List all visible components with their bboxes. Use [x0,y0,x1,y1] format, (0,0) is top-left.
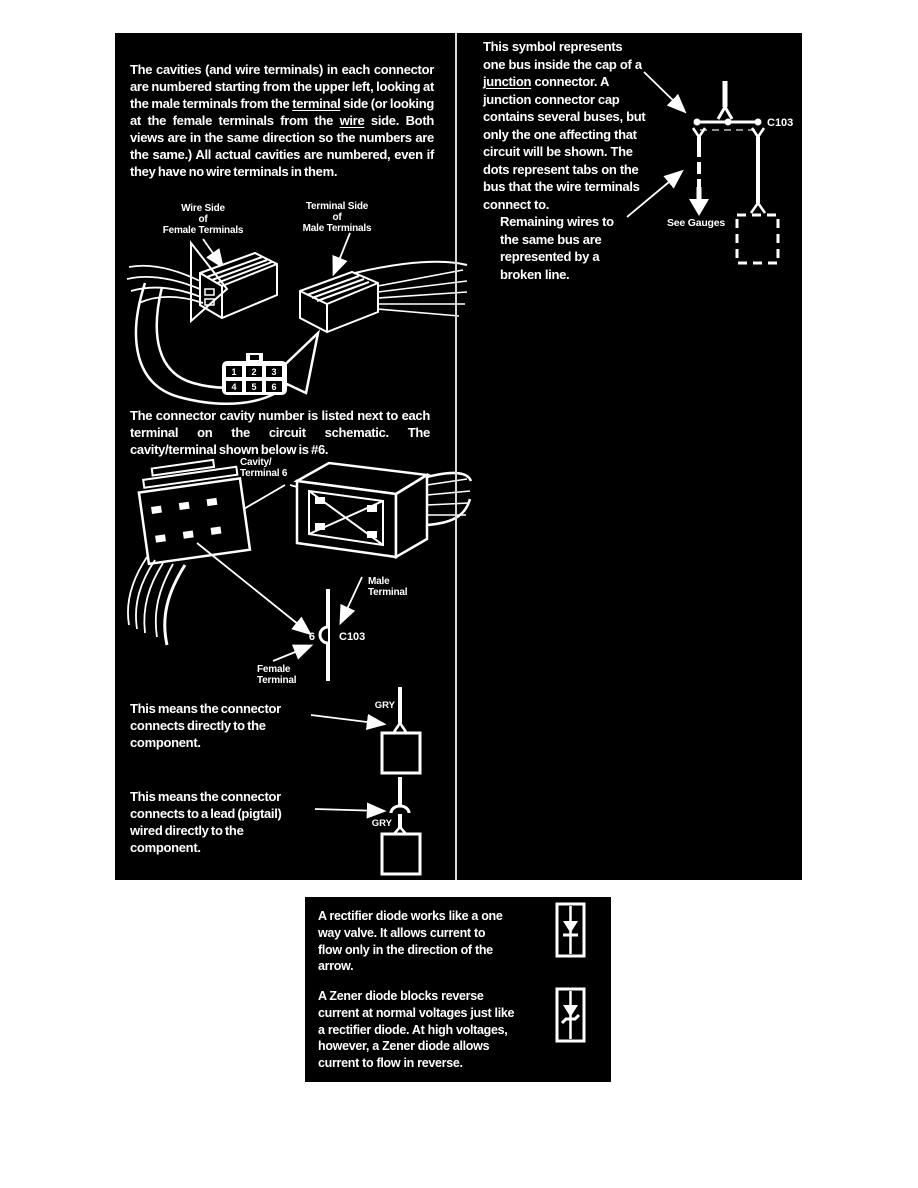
text-line: however, a Zener diode allows [318,1039,490,1054]
text-line: Female Terminals [162,225,244,236]
junction-bus-diagram [627,72,793,263]
text-line: junction connector cap [483,91,620,107]
cavity-number-4: 4 [231,382,237,392]
paragraph-direct-connection [130,700,281,751]
text-line: connects to a lead (pigtail) [130,806,282,821]
text-line: This symbol represents [483,39,623,54]
text-line: flow only in the direction of the [318,942,493,957]
text-line: represented by a [500,249,600,264]
text-line: Terminal 6 [240,468,288,479]
rectifier-diode-symbol [557,904,584,956]
cavity-number-6: 6 [271,382,277,392]
text-line: Female [257,664,291,675]
pigtail-connection-symbol [315,777,420,874]
text-line: junction connector. A [483,74,610,89]
paragraph-pigtail-connection [130,788,282,856]
text-line: Terminal Side [305,201,369,212]
text-line: contains several buses, but [483,109,646,124]
cavity-number-3: 3 [271,367,277,377]
text-line: a rectifier diode. At high voltages, [318,1022,508,1037]
paragraph-broken-line [500,213,614,283]
text-line: circuit will be shown. The [483,144,633,159]
cavity-terminal-pointer-label [240,457,287,479]
text-line: Cavity/ [240,457,272,468]
connector-id-label: C103 [339,631,366,643]
text-line: broken line. [500,266,570,282]
paragraph-junction-bus [483,38,645,213]
male-connector-box [297,463,471,557]
female-connector-drawing [127,243,277,321]
text-line: one bus inside the cap of a [483,56,642,72]
paragraph-rectifier-diode [318,908,503,975]
text-line: of [332,212,342,223]
figure-cavity-terminal [128,457,471,681]
text-line: only the one affecting that [483,126,637,142]
text-line: Male Terminals [302,223,372,234]
text-line: arrow. [318,959,354,974]
text-line: the same bus are [500,231,602,247]
text-line: connect to. [483,196,550,212]
see-gauges-label: See Gauges [666,217,726,229]
c103-junction-symbol [309,589,365,681]
wire-color-label: GRY [374,700,395,711]
cavity-number-2: 2 [251,367,257,377]
text-line: Terminal [368,587,408,598]
text-line: This means the connector [130,789,281,804]
text-line: component. [130,735,201,750]
text-line: of [198,214,208,225]
direct-connection-symbol [311,687,420,773]
figure-connector-views [127,233,467,404]
text-line: way valve. It allows current to [318,925,486,940]
male-connector-drawing [300,262,467,332]
column-divider [455,33,457,880]
female-connector-face [136,457,250,564]
text-line: current to flow in reverse. [318,1056,463,1071]
paragraph-cavity-number: The connector cavity number is listed next to each terminal on the circuit schematic. The cavity/terminal shown below is #6. [130,408,430,457]
text-line: dots represent tabs on the [483,161,639,177]
paragraph-cavity-numbering: The cavities (and wire terminals) in each connector are numbered starting from the upper left, looking at the male terminals from the terminal side (or looking at the female terminals from the wire side. Both views are in the same direction so the numbers are the same.) All actual cavities are numbered, even if they have no wire terminals in them. [130,62,434,179]
text-line: Terminal [257,675,297,686]
female-terminal-label [257,664,296,686]
zener-diode-symbol [557,989,584,1041]
text-line: current at normal voltages just like [318,1005,515,1020]
text-line: Male [368,576,390,587]
text-line: component. [130,840,201,855]
wiring-legend-panel [115,33,802,880]
terminal-side-label [287,201,387,234]
male-terminal-label [368,576,407,598]
connector-id-label: C103 [767,117,794,129]
diode-legend-panel [305,897,611,1082]
text-line: connects directly to the [130,718,266,733]
wire-color-label: GRY [371,818,392,829]
cavity-number-5: 5 [251,382,257,392]
numbered-connector-face [222,353,287,395]
text-line: A rectifier diode works like a one [318,909,503,923]
text-line: This means the connector [130,701,281,716]
wire-side-label [148,203,258,236]
cavity-number-1: 1 [231,367,237,377]
text-line: bus that the wire terminals [483,179,640,194]
text-line: wired directly to the [130,823,244,838]
text-line: A Zener diode blocks reverse [318,989,484,1003]
text-line: Remaining wires to [500,214,614,229]
cavity-number-label: 6 [308,631,315,643]
text-line: Wire Side [181,203,225,214]
paragraph-zener-diode [318,988,514,1072]
